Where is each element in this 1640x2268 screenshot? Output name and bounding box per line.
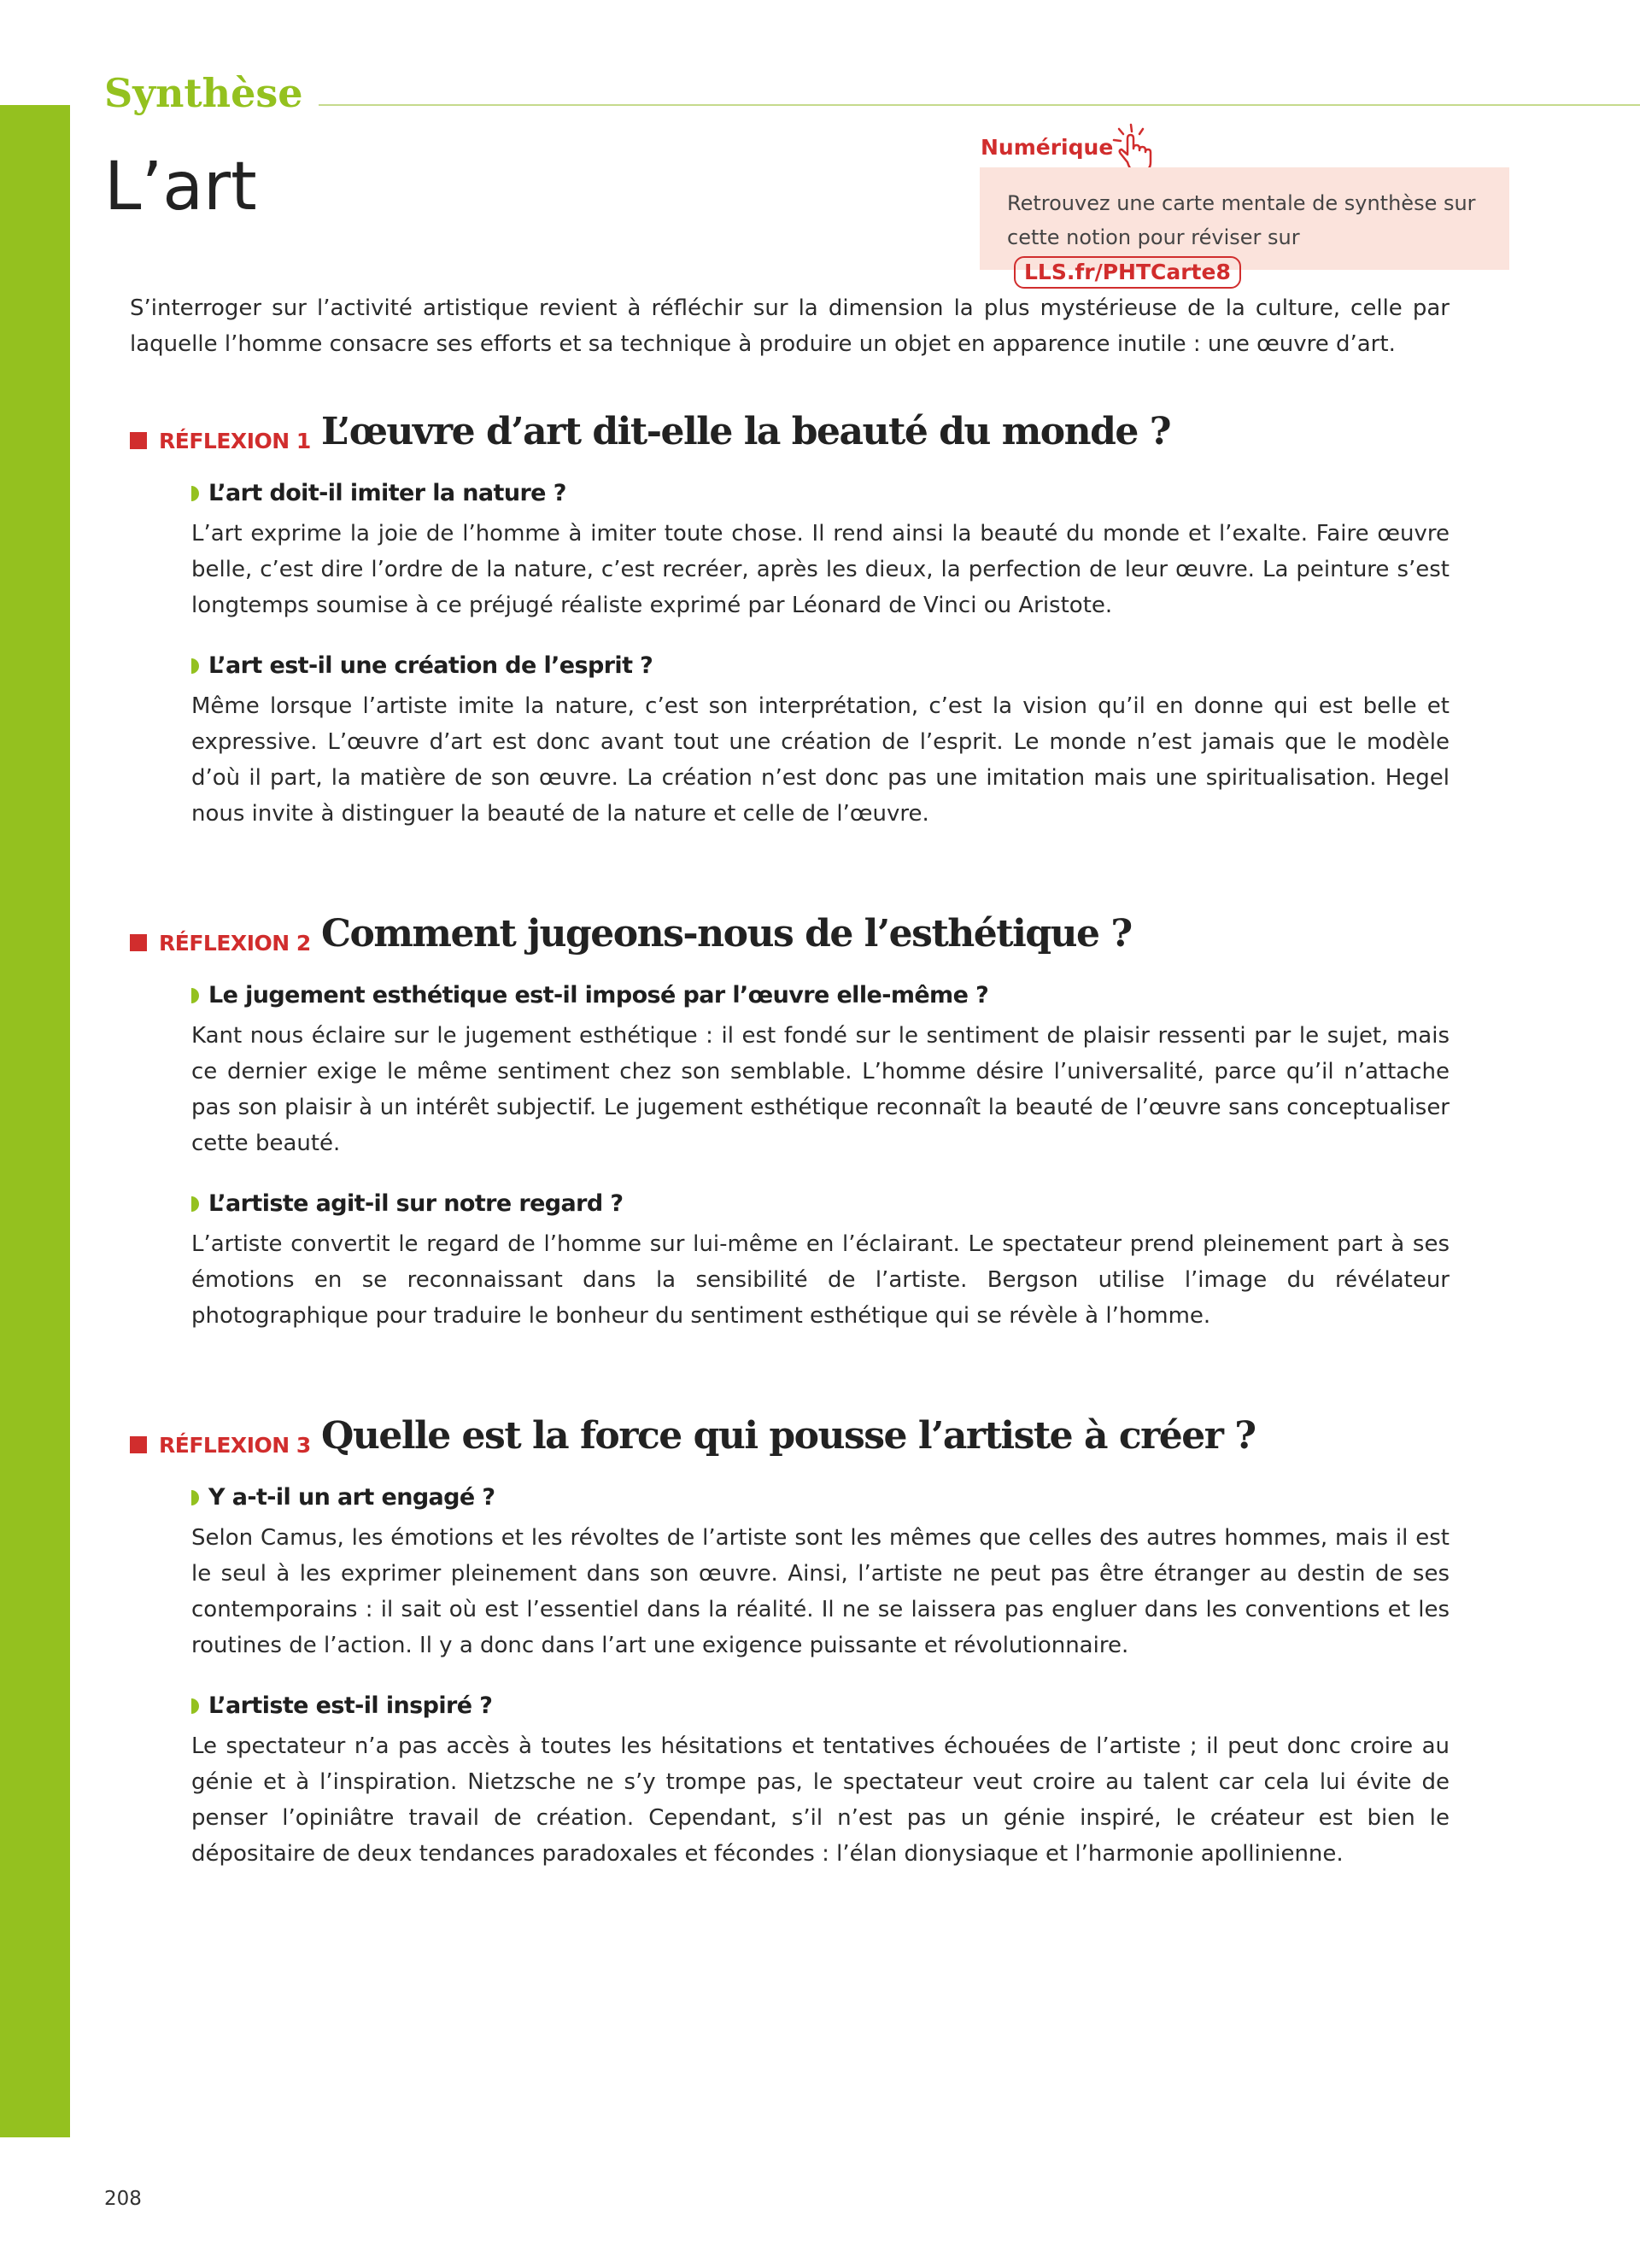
green-marker-icon [191,1196,199,1212]
red-square-icon [130,1436,147,1453]
subsection [191,979,1450,1161]
subsection-question: L’art est-il une création de l’esprit ? [191,649,1450,683]
green-marker-icon [191,486,199,501]
page-title: L’art [104,149,257,225]
green-marker-icon [191,1698,199,1714]
reflexion-label: RÉFLEXION 1 [159,429,311,453]
reflexion-title: Quelle est la force qui pousse l’artiste à créer ? [321,1414,1256,1458]
green-marker-icon [191,1490,199,1505]
subsection-text: Le spectateur n’a pas accès à toutes les hésitations et tentatives échouées de l’artiste ; il peut donc croire au génie et à l’inspiration. Nietzsche ne s’y trompe pas, le spectateur veut croire au talent car cela lui évite de penser l’opiniâtre travail de création. Cependant, s’il n’est pas un génie inspiré, le créateur est bien le dépositaire de deux tendances paradoxales et fécondes : l’élan dionysiaque et l’harmonie apollinienne. [191,1733,1450,1867]
header-rule [319,104,1640,106]
reflexion-title: Comment jugeons-nous de l’esthétique ? [321,912,1132,956]
green-marker-icon [191,988,199,1003]
subsection [191,1481,1450,1663]
reflexion-3 [130,1414,1450,1872]
subsection-text: L’art exprime la joie de l’homme à imiter toute chose. Il rend ainsi la beauté du monde et l’exalte. Faire œuvre belle, c’est dire l’ordre de la nature, c’est recréer, après les dieux, la perfection de leur œuvre. La peinture s’est longtemps soumise à ce préjugé réaliste exprimé par Léonard de Vinci ou Aristote. [191,521,1450,618]
reflexion-label: RÉFLEXION 3 [159,1433,311,1458]
numerique-text: Retrouvez une carte mentale de synthèse sur cette notion pour réviser sur [1007,191,1476,249]
subsection-question: L’art doit-il imiter la nature ? [191,476,1450,511]
numerique-label: Numérique [981,135,1114,160]
reflexion-title: L’œuvre d’art dit-elle la beauté du monde ? [321,410,1170,453]
reflexion-heading [130,410,1450,470]
red-square-icon [130,432,147,449]
subsection [191,476,1450,623]
reflexion-2 [130,912,1450,1334]
subsection-text: Selon Camus, les émotions et les révoltes de l’artiste sont les mêmes que celles des autres hommes, mais il est le seul à les exprimer pleinement dans son œuvre. Ainsi, l’artiste ne peut pas être étranger au destin de ses contemporains : il sait où est l’essentiel dans la réalité. Il ne se laissera pas engluer dans les conventions et les routines de l’action. Il y a donc dans l’art une exigence puissante et révolutionnaire. [191,1525,1450,1658]
subsection-text: L’artiste convertit le regard de l’homme sur lui-même en l’éclairant. Le spectateur prend pleinement part à ses émotions en se reconnaissant dans la sensibilité de l’artiste. Bergson utilise l’image du révélateur photographique pour traduire le bonheur du sentiment esthétique qui se révèle à l’homme. [191,1231,1450,1329]
subsection [191,1689,1450,1872]
subsection-question: L’artiste agit-il sur notre regard ? [191,1187,1450,1221]
green-marker-icon [191,658,199,674]
subsection-question: L’artiste est-il inspiré ? [191,1689,1450,1723]
subsection-question: Y a-t-il un art engagé ? [191,1481,1450,1515]
subsection [191,1187,1450,1334]
intro-paragraph: S’interroger sur l’activité artistique revient à réfléchir sur la dimension la plus mystérieuse de la culture, celle par laquelle l’homme consacre ses efforts et sa technique à produire un objet en apparence inutile : une œuvre d’art. [130,295,1450,357]
reflexion-heading [130,1414,1450,1474]
page-number: 208 [104,2188,142,2210]
numerique-link[interactable]: LLS.fr/PHTCarte8 [1014,256,1241,289]
side-color-bar [0,105,70,2137]
subsection-text: Même lorsque l’artiste imite la nature, c’est son interprétation, c’est la vision qu’il en donne qui est belle et expressive. L’œuvre d’art est donc avant tout une création de l’esprit. Le monde n’est jamais que le modèle d’où il part, la matière de son œuvre. La création n’est donc pas une imitation mais une spiritualisation. Hegel nous invite à distinguer la beauté de la nature et celle de l’œuvre. [191,693,1450,827]
subsection [191,649,1450,832]
reflexion-1 [130,410,1450,832]
section-label: Synthèse [104,70,303,116]
red-square-icon [130,934,147,951]
numerique-box [980,167,1509,284]
subsection-text: Kant nous éclaire sur le jugement esthétique : il est fondé sur le sentiment de plaisir ressenti par le sujet, mais ce dernier exige le même sentiment chez son semblable. L’homme désire l’universalité, parce qu’il n’attache pas son plaisir à un intérêt subjectif. Le jugement esthétique reconnaît la beauté de l’œuvre sans conceptualiser cette beauté. [191,1023,1450,1156]
subsection-question: Le jugement esthétique est-il imposé par l’œuvre elle-même ? [191,979,1450,1013]
reflexion-label: RÉFLEXION 2 [159,931,311,956]
pointing-hand-icon [1102,121,1163,174]
reflexion-heading [130,912,1450,972]
